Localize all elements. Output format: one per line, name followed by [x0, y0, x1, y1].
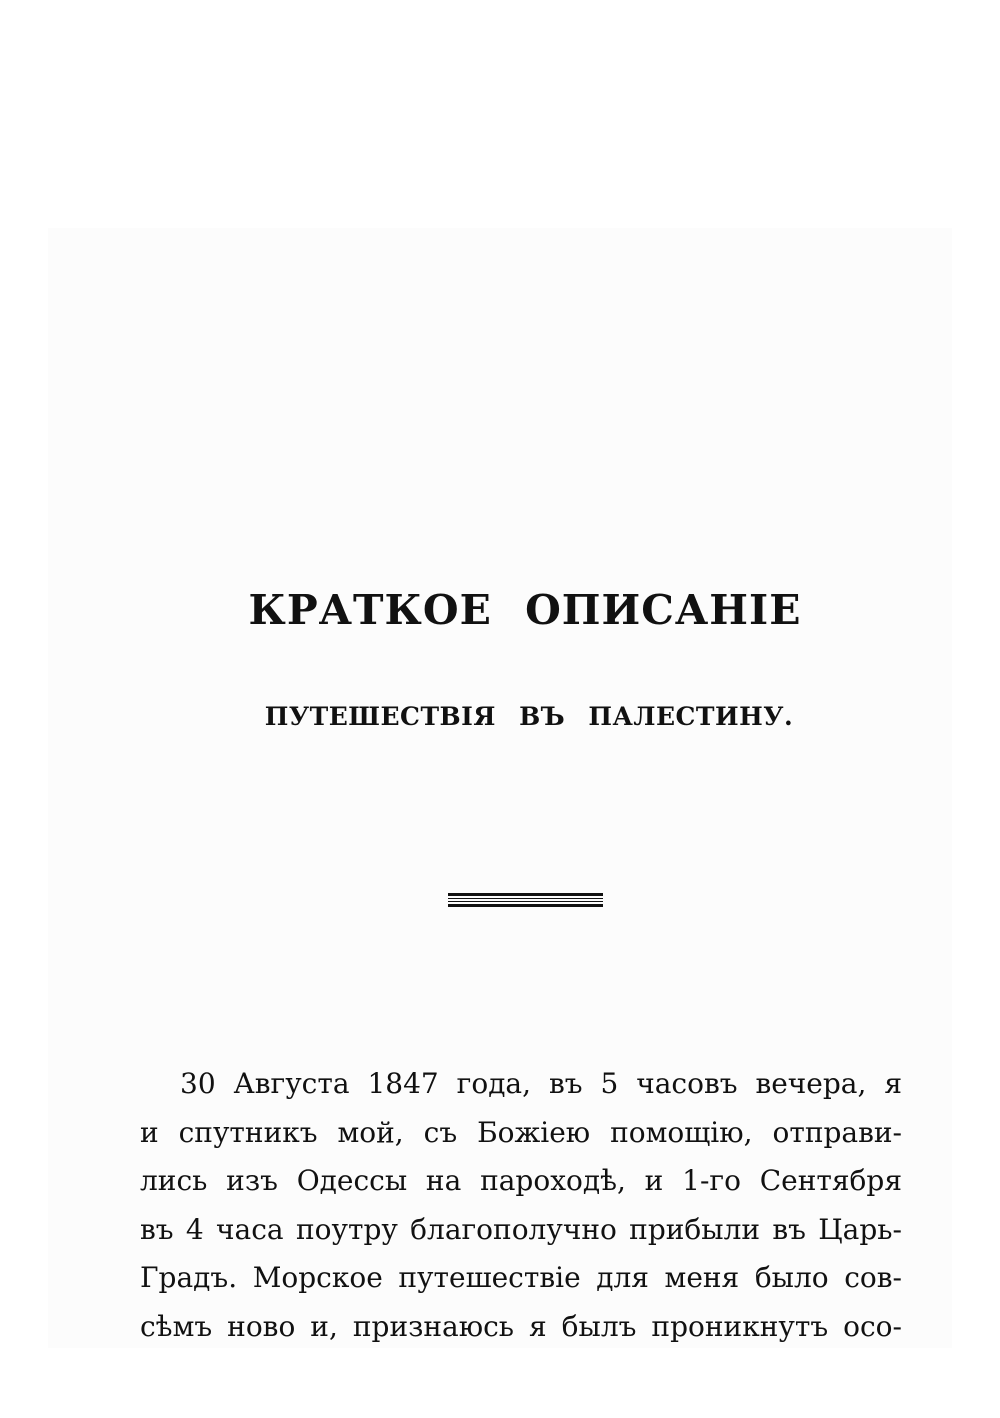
body-line: въ 4 часа поутру благополучно прибыли въ Царь-: [140, 1212, 902, 1246]
body-line: 30 Августа 1847 года, въ 5 часовъ вечера, я: [180, 1067, 902, 1100]
body-paragraph: [140, 1060, 902, 1352]
body-line: и спутникъ мой, съ Божіею помощію, отправи-: [140, 1115, 902, 1149]
divider-rule-thin: [448, 901, 603, 902]
divider-rule-thick-bottom: [448, 904, 603, 907]
body-line: сѣмъ ново и, признаюсь я былъ проникнутъ осо-: [140, 1309, 902, 1343]
divider-rule-thick-top: [448, 893, 603, 896]
decorative-divider: [448, 893, 603, 907]
divider-rule-thin: [448, 898, 603, 899]
page-subtitle: ПУТЕШЕСТВІЯ ВЪ ПАЛЕСТИНУ.: [264, 702, 794, 731]
body-line: Градъ. Морское путешествіе для меня было сов-: [140, 1261, 902, 1295]
body-line: лись изъ Одессы на пароходѣ, и 1-го Сентября: [140, 1164, 902, 1198]
page-title: КРАТКОЕ ОПИСАНІЕ: [248, 586, 802, 634]
